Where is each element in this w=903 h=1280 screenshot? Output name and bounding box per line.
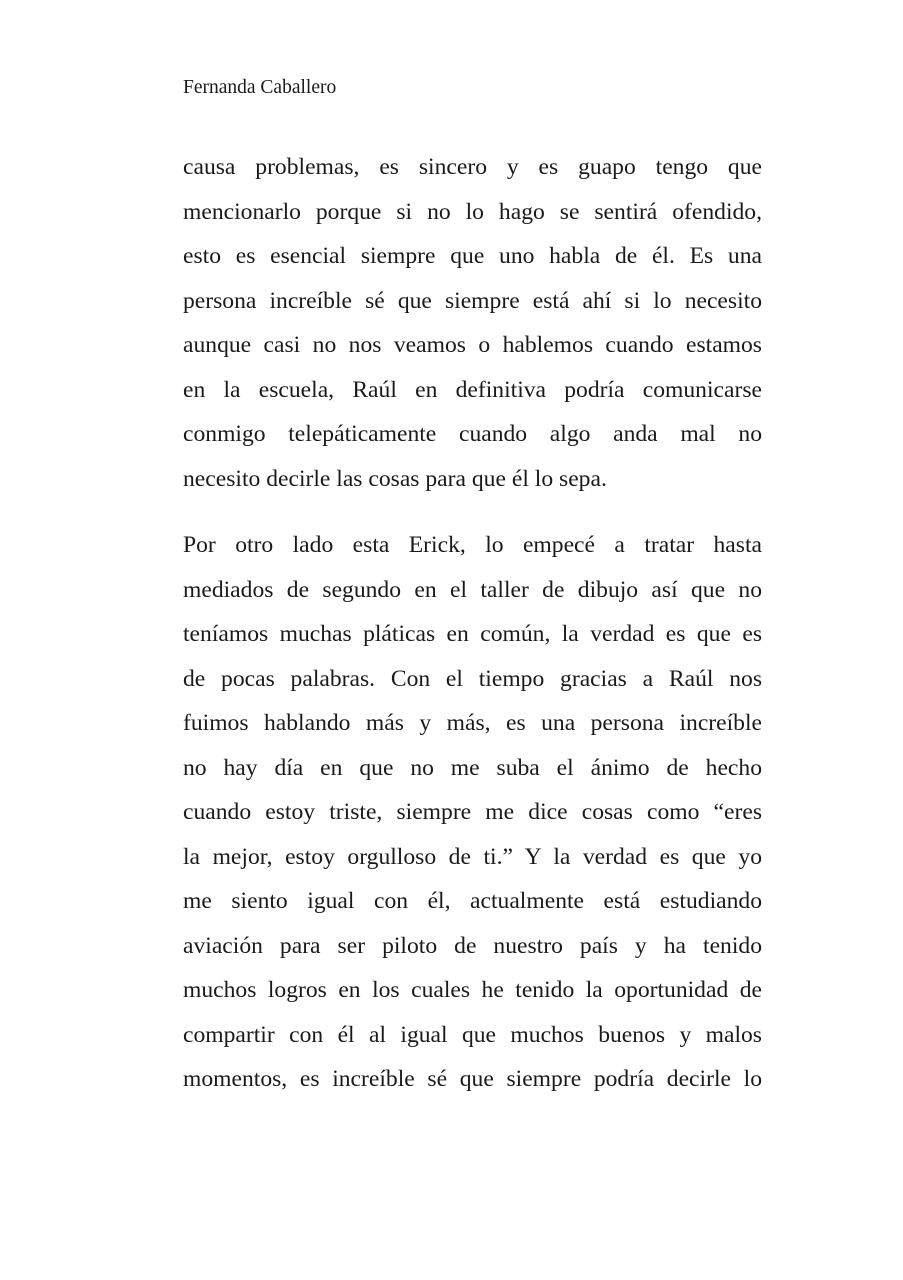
text-line: aviación para ser piloto de nuestro país y ha tenido bbox=[183, 932, 762, 959]
text-line: esto es esencial siempre que uno habla de él. Es una bbox=[183, 243, 762, 269]
text-line: fuimos hablando más y más, es una persona increíble bbox=[183, 710, 762, 736]
paragraph-2 bbox=[183, 523, 762, 1102]
text-line: en la escuela, Raúl en definitiva podría comunicarse bbox=[183, 376, 762, 403]
page-header-author: Fernanda Caballero bbox=[183, 77, 337, 98]
text-line: mencionarlo porque si no lo hago se sentirá ofendido, bbox=[183, 198, 762, 225]
text-line: cuando estoy triste, siempre me dice cosas como “eres bbox=[183, 799, 762, 825]
text-line: teníamos muchas pláticas en común, la verdad es que es bbox=[183, 621, 762, 647]
text-line: la mejor, estoy orgulloso de ti.” Y la verdad es que yo bbox=[183, 843, 762, 870]
text-line: conmigo telepáticamente cuando algo anda mal no bbox=[183, 421, 762, 447]
text-line: causa problemas, es sincero y es guapo tengo que bbox=[183, 154, 762, 180]
text-line: me siento igual con él, actualmente está estudiando bbox=[183, 888, 762, 914]
text-line: mediados de segundo en el taller de dibujo así que no bbox=[183, 576, 762, 603]
text-line: compartir con él al igual que muchos buenos y malos bbox=[183, 1021, 762, 1048]
text-line: Por otro lado esta Erick, lo empecé a tratar hasta bbox=[183, 532, 762, 558]
body-text bbox=[183, 145, 762, 1102]
text-line: necesito decirle las cosas para que él lo sepa. bbox=[183, 465, 607, 492]
paragraph-1 bbox=[183, 145, 762, 501]
text-line: muchos logros en los cuales he tenido la oportunidad de bbox=[183, 977, 762, 1003]
text-line: aunque casi no nos veamos o hablemos cuando estamos bbox=[183, 332, 762, 358]
text-line: persona increíble sé que siempre está ahí si lo necesito bbox=[183, 287, 762, 314]
text-line: momentos, es increíble sé que siempre podría decirle lo bbox=[183, 1066, 762, 1092]
text-line: de pocas palabras. Con el tiempo gracias a Raúl nos bbox=[183, 665, 762, 692]
text-line: no hay día en que no me suba el ánimo de hecho bbox=[183, 754, 762, 781]
